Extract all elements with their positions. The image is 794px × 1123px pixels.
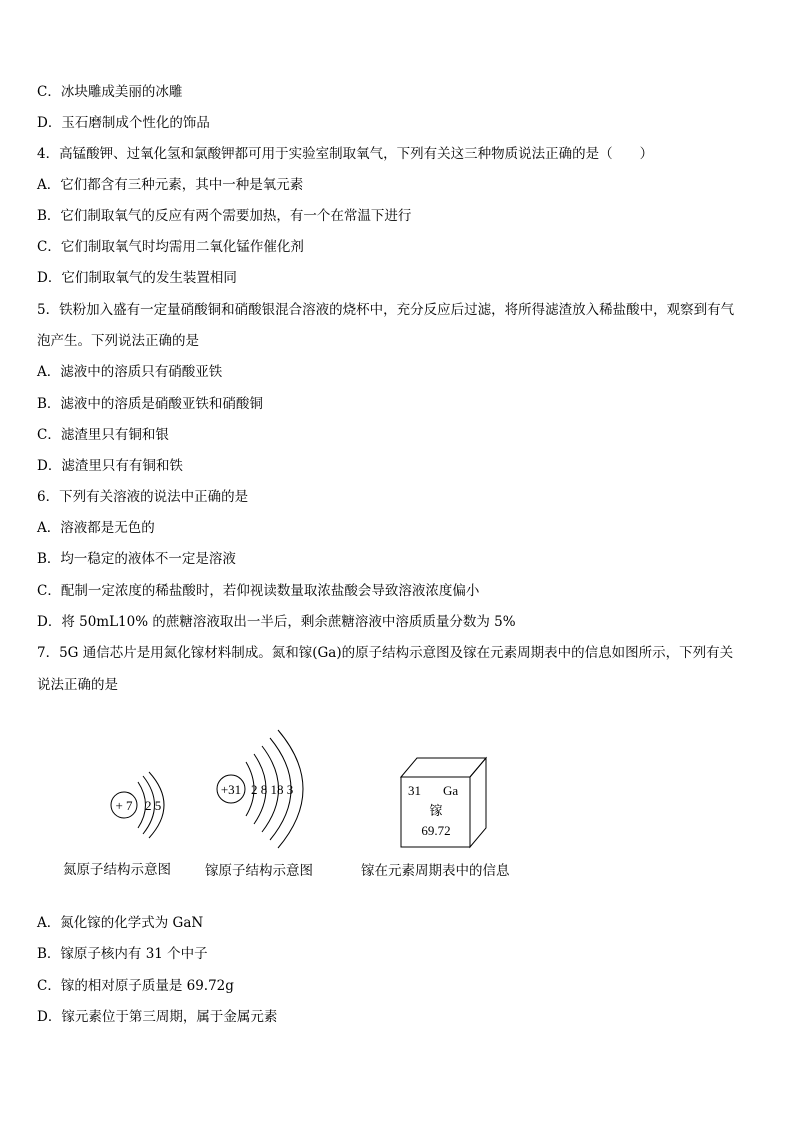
gallium-electrons-label: 2 8 18 3 <box>251 782 294 797</box>
nitrogen-nucleus-label: + 7 <box>115 798 133 813</box>
option-line: B．滤液中的溶质是硝酸亚铁和硝酸铜 <box>37 396 263 412</box>
periodic-table-cell <box>401 758 486 847</box>
option-line: D．它们制取氧气的发生装置相同 <box>37 270 237 286</box>
element-symbol: Ga <box>443 783 459 798</box>
option-line: D．滤渣里只有有铜和铁 <box>37 458 183 474</box>
option-line: C．滤渣里只有铜和银 <box>37 427 169 443</box>
option-line: C．配制一定浓度的稀盐酸时，若仰视读数量取浓盐酸会导致溶液浓度偏小 <box>37 583 480 599</box>
element-name: 镓 <box>429 803 443 818</box>
gallium-nucleus-label: +31 <box>220 782 242 797</box>
nitrogen-electrons-label: 2 5 <box>145 798 162 813</box>
question-stem: 5．铁粉加入盛有一定量硝酸铜和硝酸银混合溶液的烧杯中，充分反应后过滤，将所得滤渣放入稀盐酸中，观察到有气 <box>37 302 735 318</box>
option-line: B．均一稳定的液体不一定是溶液 <box>37 551 236 567</box>
question-stem: 泡产生。下列说法正确的是 <box>37 333 199 349</box>
option-line: A．溶液都是无色的 <box>37 520 155 536</box>
option-line: A．滤液中的溶质只有硝酸亚铁 <box>37 364 223 380</box>
gallium-atom-diagram <box>217 730 303 848</box>
question-stem: 4．高锰酸钾、过氧化氢和氯酸钾都可用于实验室制取氧气，下列有关这三种物质说法正确的是（ ） <box>37 146 654 162</box>
option-line: D．将 50mL10% 的蔗糖溶液取出一半后，剩余蔗糖溶液中溶质质量分数为 5% <box>37 614 516 630</box>
nitrogen-atom-diagram <box>111 772 164 838</box>
atomic-number: 31 <box>408 783 421 798</box>
option-line: D．镓元素位于第三周期，属于金属元素 <box>37 1009 278 1025</box>
question-stem: 说法正确的是 <box>37 677 118 693</box>
question-stem: 6．下列有关溶液的说法中正确的是 <box>37 489 249 505</box>
option-line: C．冰块雕成美丽的冰雕 <box>37 84 183 100</box>
nitrogen-caption: 氮原子结构示意图 <box>63 862 171 878</box>
option-line: A．它们都含有三种元素，其中一种是氧元素 <box>37 177 304 193</box>
cell-top-face <box>401 758 486 777</box>
atom-structure-figure <box>0 720 794 890</box>
atomic-mass: 69.72 <box>421 823 451 838</box>
option-line: A．氮化镓的化学式为 GaN <box>37 915 204 931</box>
option-line: C．它们制取氧气时均需用二氧化锰作催化剂 <box>37 239 304 255</box>
cell-side-face <box>470 758 486 847</box>
option-line: C．镓的相对原子质量是 69.72g <box>37 978 234 994</box>
option-line: D．玉石磨制成个性化的饰品 <box>37 115 210 131</box>
gallium-caption: 镓原子结构示意图 <box>205 863 313 879</box>
periodic-cell-caption: 镓在元素周期表中的信息 <box>361 863 510 879</box>
question-stem: 7．5G 通信芯片是用氮化镓材料制成。氮和镓(Ga)的原子结构示意图及镓在元素周期表中的信息如图所示，下列有关 <box>37 645 734 661</box>
option-line: B．镓原子核内有 31 个中子 <box>37 946 208 962</box>
option-line: B．它们制取氧气的反应有两个需要加热，有一个在常温下进行 <box>37 208 412 224</box>
